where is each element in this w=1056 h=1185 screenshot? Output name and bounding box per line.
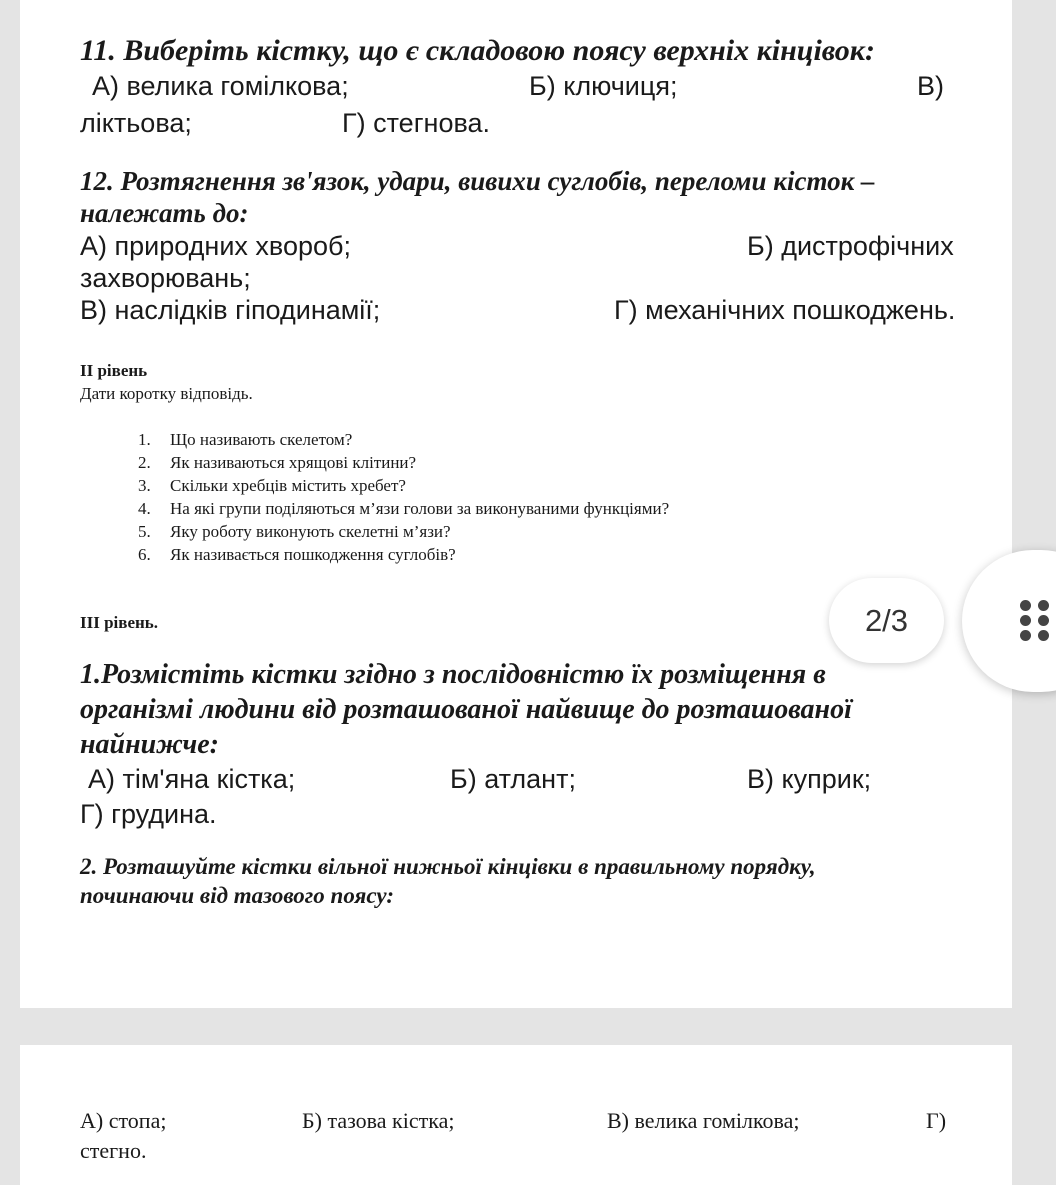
question-11-title: 11. Виберіть кістку, що є складовою поясу верхніх кінцівок:	[80, 34, 875, 67]
list-item: 4. На які групи поділяються м’язи голови за виконуваними функціями?	[138, 499, 670, 518]
question-11-option-d: Г) стегнова.	[342, 108, 491, 138]
level-3-question-1-option-a: А) тім'яна кістка;	[88, 764, 296, 794]
document-page-3	[20, 1045, 1012, 1185]
list-item: 2. Як називаються хрящові клітини?	[138, 453, 417, 472]
level-2-heading: ІІ рівень	[80, 361, 148, 380]
level-3-question-2-option-d-text: стегно.	[80, 1138, 147, 1163]
question-11-option-b: Б) ключиця;	[529, 71, 678, 101]
level-3-question-1-option-c: В) куприк;	[747, 764, 872, 794]
question-12-option-d: Г) механічних пошкоджень.	[614, 295, 956, 325]
question-12-option-b-label: Б) дистрофічних	[747, 231, 954, 261]
level-2-question-list	[138, 428, 669, 566]
question-12-option-c: В) наслідків гіподинамії;	[80, 295, 381, 325]
question-11-option-a: А) велика гомілкова;	[92, 71, 349, 101]
question-12-option-a: А) природних хвороб;	[80, 231, 351, 261]
question-11-option-c-label: В)	[917, 71, 944, 101]
level-3-question-2-option-d-label: Г)	[926, 1108, 947, 1133]
level-3-question-1-option-b: Б) атлант;	[450, 764, 576, 794]
level-3-question-1-line3: найнижче:	[80, 729, 219, 760]
list-item: 1. Що називають скелетом?	[138, 430, 353, 449]
list-item: 5. Яку роботу виконують скелетні м’язи?	[138, 522, 451, 541]
question-12-option-b-text: захворювань;	[80, 263, 251, 293]
page-indicator[interactable]: 2/3	[829, 578, 944, 663]
level-2-instruction: Дати коротку відповідь.	[80, 384, 253, 403]
question-12-title-line1: 12. Розтягнення зв'язок, удари, вивихи суглобів, переломи кісток –	[80, 166, 875, 196]
level-3-heading: ІІІ рівень.	[80, 613, 159, 632]
question-11-option-c-text: ліктьова;	[80, 108, 192, 138]
level-3-question-1-line2: організмі людини від розташованої найвище до розташованої	[80, 694, 852, 725]
dots-grid-icon	[1020, 600, 1050, 640]
list-item: 6. Як називається пошкодження суглобів?	[138, 545, 456, 564]
level-3-question-2-line1: 2. Розташуйте кістки вільної нижньої кінцівки в правильному порядку,	[80, 854, 816, 879]
level-3-question-2-option-c: В) велика гомілкова;	[607, 1108, 800, 1133]
level-3-question-2-option-a: А) стопа;	[80, 1108, 167, 1133]
level-3-question-1-option-d: Г) грудина.	[80, 799, 217, 829]
level-3-question-1-line1: 1.Розмістіть кістки згідно з послідовністю їх розміщення в	[80, 659, 826, 690]
question-12-title-line2: належать до:	[80, 198, 249, 228]
list-item: 3. Скільки хребців містить хребет?	[138, 476, 406, 495]
level-3-question-2-option-b: Б) тазова кістка;	[302, 1108, 455, 1133]
level-3-question-2-line2: починаючи від тазового поясу:	[80, 883, 394, 908]
document-page-2	[20, 0, 1012, 1008]
